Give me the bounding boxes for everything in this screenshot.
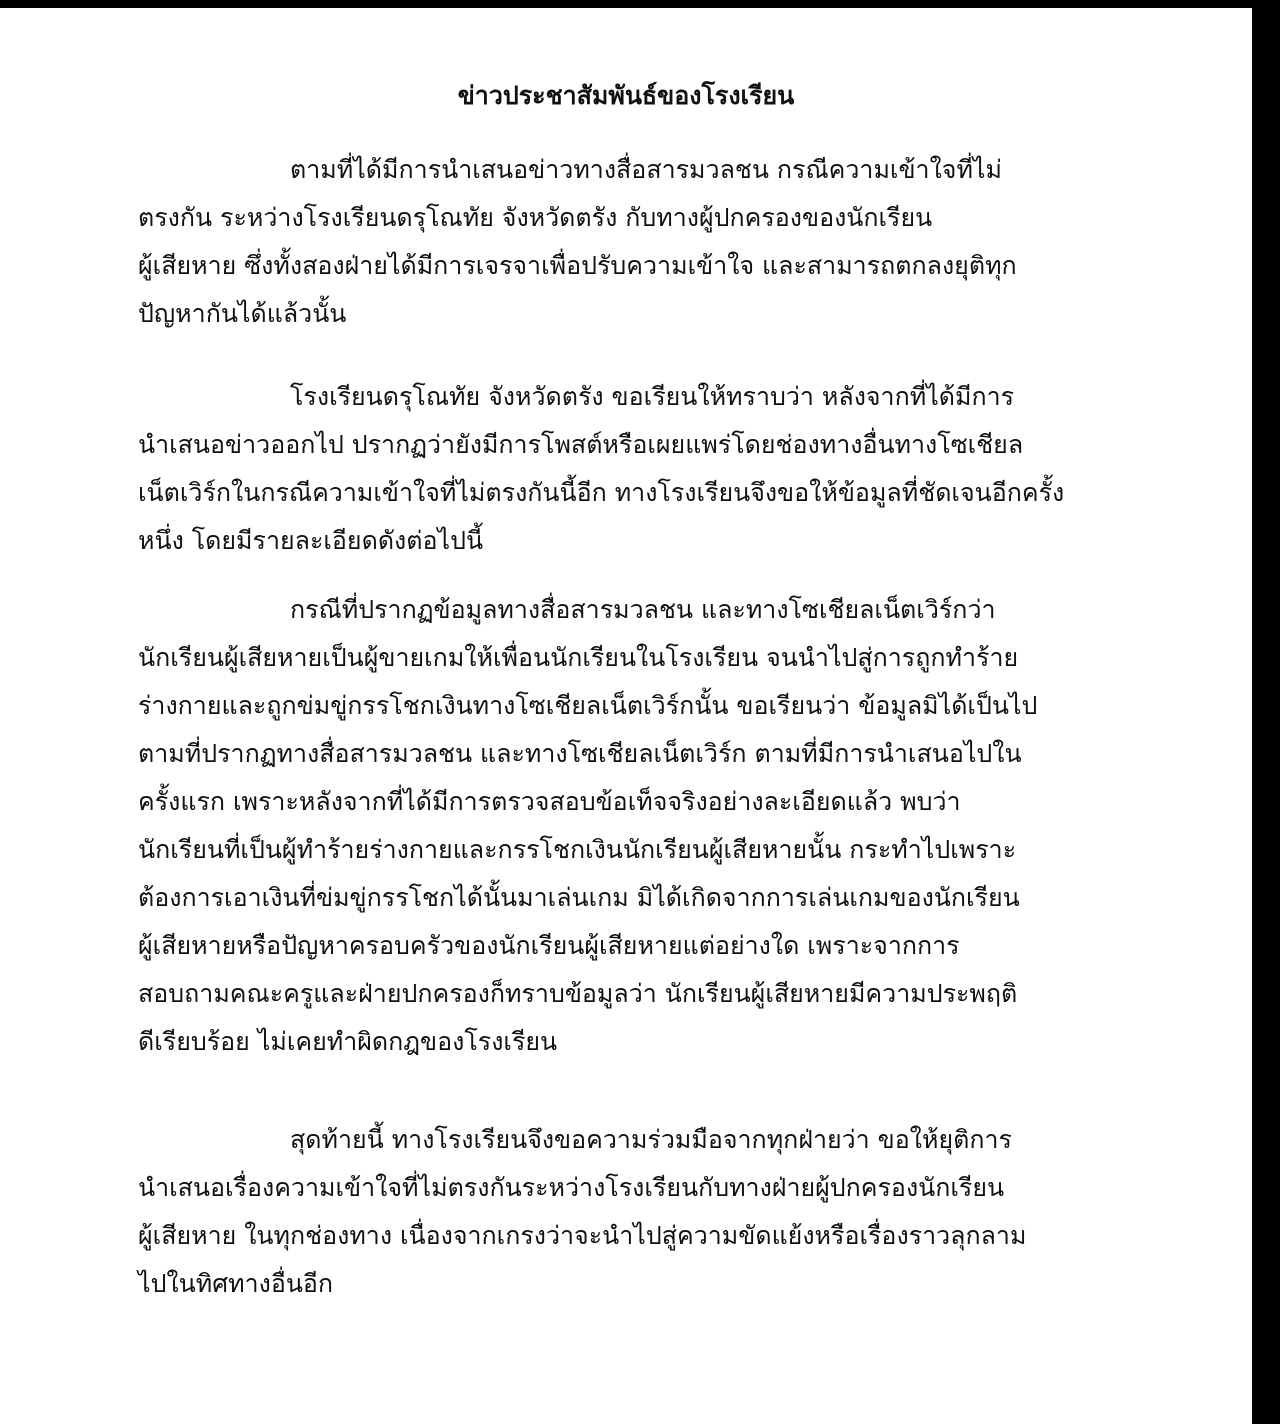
paragraph-4 [138,1116,1128,1308]
paragraph-line: ผู้เสียหาย ในทุกช่องทาง เนื่องจากเกรงว่าจะนำไปสู่ความขัดแย้งหรือเรื่องราวลุกลาม [138,1221,1027,1250]
paragraph-line: ไปในทิศทางอื่นอีก [138,1269,334,1298]
paragraph-3 [138,586,1128,1066]
paragraph-line: นำเสนอข่าวออกไป ปรากฏว่ายังมีการโพสต์หรือเผยแพร่โดยช่องทางอื่นทางโซเชียล [138,430,1024,459]
paragraph-line: ตามที่ได้มีการนำเสนอข่าวทางสื่อสารมวลชน กรณีความเข้าใจที่ไม่ [290,155,1002,184]
paragraph-line: ต้องการเอาเงินที่ข่มขู่กรรโชกได้นั้นมาเล่นเกม มิได้เกิดจากการเล่นเกมของนักเรียน [138,883,1020,912]
paragraph-2 [138,373,1128,565]
paragraph-line: ดีเรียบร้อย ไม่เคยทำผิดกฎของโรงเรียน [138,1027,558,1056]
paragraph-line: นำเสนอเรื่องความเข้าใจที่ไม่ตรงกันระหว่างโรงเรียนกับทางฝ่ายผู้ปกครองนักเรียน [138,1173,1005,1202]
paragraph-line: สุดท้ายนี้ ทางโรงเรียนจึงขอความร่วมมือจากทุกฝ่ายว่า ขอให้ยุติการ [290,1125,1012,1154]
paragraph-line: ผู้เสียหาย ซึ่งทั้งสองฝ่ายได้มีการเจรจาเพื่อปรับความเข้าใจ และสามารถตกลงยุติทุก [138,251,1017,280]
paragraph-line: ตามที่ปรากฏทางสื่อสารมวลชน และทางโซเชียลเน็ตเวิร์ก ตามที่มีการนำเสนอไปใน [138,739,1022,768]
paragraph-line: นักเรียนผู้เสียหายเป็นผู้ขายเกมให้เพื่อนนักเรียนในโรงเรียน จนนำไปสู่การถูกทำร้าย [138,643,1019,672]
paragraph-line: ผู้เสียหายหรือปัญหาครอบครัวของนักเรียนผู้เสียหายแต่อย่างใด เพราะจากการ [138,931,960,960]
paragraph-1 [138,146,1128,338]
document-page [0,8,1252,1424]
paragraph-line: ร่างกายและถูกข่มขู่กรรโชกเงินทางโซเชียลเน็ตเวิร์กนั้น ขอเรียนว่า ข้อมูลมิได้เป็นไป [138,691,1038,720]
paragraph-line: สอบถามคณะครูและฝ่ายปกครองก็ทราบข้อมูลว่า นักเรียนผู้เสียหายมีความประพฤติ [138,979,1018,1008]
paragraph-line: โรงเรียนดรุโณทัย จังหวัดตรัง ขอเรียนให้ทราบว่า หลังจากที่ได้มีการ [290,382,1015,411]
paragraph-line: ครั้งแรก เพราะหลังจากที่ได้มีการตรวจสอบข้อเท็จจริงอย่างละเอียดแล้ว พบว่า [138,787,961,816]
paragraph-line: กรณีที่ปรากฏข้อมูลทางสื่อสารมวลชน และทางโซเชียลเน็ตเวิร์กว่า [290,595,996,624]
document-title: ข่าวประชาสัมพันธ์ของโรงเรียน [457,81,795,110]
paragraph-line: ปัญหากันได้แล้วนั้น [138,299,347,328]
paragraph-line: นักเรียนที่เป็นผู้ทำร้ายร่างกายและกรรโชกเงินนักเรียนผู้เสียหายนั้น กระทำไปเพราะ [138,835,1017,864]
paragraph-line: เน็ตเวิร์กในกรณีความเข้าใจที่ไม่ตรงกันนี้อีก ทางโรงเรียนจึงขอให้ข้อมูลที่ชัดเจนอีกครั้ง [138,478,1065,507]
paragraph-line: หนึ่ง โดยมีรายละเอียดดังต่อไปนี้ [138,526,484,555]
paragraph-line: ตรงกัน ระหว่างโรงเรียนดรุโณทัย จังหวัดตรัง กับทางผู้ปกครองของนักเรียน [138,203,933,232]
